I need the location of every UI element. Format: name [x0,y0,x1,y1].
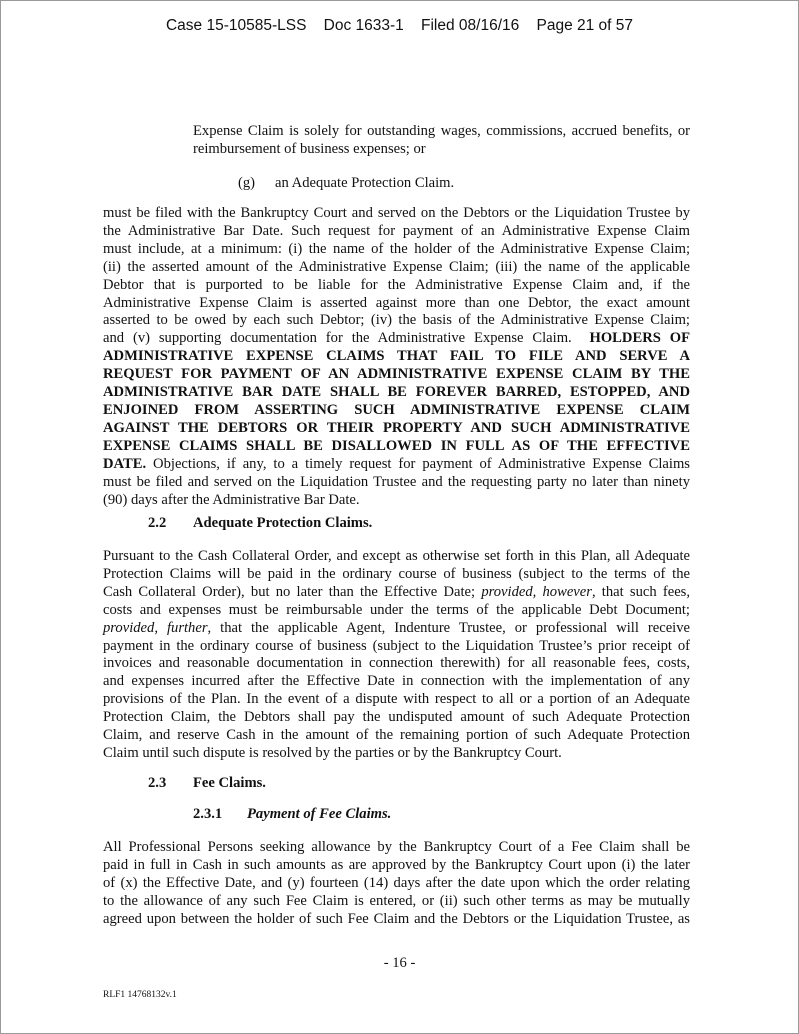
bold-warning-line: REQUEST FOR PAYMENT OF AN ADMINISTRATIVE EXPENSE CLAIM BY THE [103,366,690,383]
text-line: invoices and reasonable documentation in connection therewith) for all reasonable fees, costs, [103,655,690,672]
bold-warning-line: ADMINISTRATIVE BAR DATE SHALL BE FOREVER BARRED, ESTOPPED, AND [103,384,690,401]
text-line [103,330,690,348]
admin-claims-paragraph [103,205,690,509]
bold-warning-line: AGAINST THE DEBTORS OR THEIR PROPERTY AND SUCH ADMINISTRATIVE [103,419,690,436]
section-title: Payment of Fee Claims. [247,806,392,822]
italic-run: provided, however [481,583,592,600]
text-line: (90) days after the Administrative Bar Date. [103,491,360,508]
text-line: paid in full in Cash in such amounts as are approved by the Bankruptcy Court upon (i) the later [103,856,690,873]
text-run: and (v) supporting documentation for the Administrative Expense Claim. [103,330,572,347]
list-item-g [238,175,538,193]
section-heading-2-3-1 [193,806,391,823]
text-line: reimbursement of business expenses; or [193,140,426,157]
text-line: agreed upon between the holder of such Fee Claim and the Debtors or the Liquidation Trustee, as [103,910,690,927]
text-line [103,456,690,474]
text-line: All Professional Persons seeking allowance by the Bankruptcy Court of a Fee Claim shall be [103,839,690,855]
text-line: payment in the ordinary course of business (subject to the Liquidation Trustee’s prior receipt of [103,637,690,654]
bold-warning-line: ADMINISTRATIVE EXPENSE CLAIMS THAT FAIL TO FILE AND SERVE A [103,348,690,365]
page-number: - 16 - [383,955,416,971]
text-line: Protection Claims will be paid in the ordinary course of business (subject to the terms of the [103,565,690,582]
text-line: Claim until such dispute is resolved by the parties or by the Bankruptcy Court. [103,744,562,761]
list-item-text: an Adequate Protection Claim. [275,175,455,191]
text-line: Protection Claim, the Debtors shall pay the undisputed amount of such Adequate Protection [103,709,690,726]
text-line: must be filed with the Bankruptcy Court and served on the Debtors or the Liquidation Trustee by [103,205,690,221]
section-title: Fee Claims. [193,775,266,791]
text-line: Administrative Expense Claim is asserted against more than one Debtor, the exact amount [103,294,690,311]
list-marker: (g) [238,175,256,191]
bold-warning: DATE. [103,455,147,472]
text-line: Expense Claim is solely for outstanding wages, commissions, accrued benefits, or [193,123,690,139]
text-line: asserted to be owed by each such Debtor; (iv) the basis of the Administrative Expense Claim; [103,312,690,329]
text-run: , that the applicable Agent, Indenture Trustee, or professional will receive [207,619,691,636]
text-line: must be filed and served on the Liquidation Trustee and the requesting party no later than ninety [103,473,690,490]
text-line: Debtor that is purported to be liable for the Administrative Expense Claim and, if the [103,276,690,293]
bold-warning-line: ENJOINED FROM ASSERTING SUCH ADMINISTRATIVE EXPENSE CLAIM [103,401,690,418]
section-title: Adequate Protection Claims. [193,515,373,531]
document-id-footer: RLF1 14768132v.1 [103,990,177,1000]
section-heading-2-3 [148,775,266,792]
bold-warning: HOLDERS OF [589,330,691,347]
text-run: , that such fees, [591,583,691,600]
section-heading-2-2 [148,515,372,532]
text-line: of (x) the Effective Date, and (y) fourteen (14) days after the date upon which the order relating [103,874,690,891]
text-line: provisions of the Plan. In the event of a dispute with respect to all or a portion of an Adequate [103,691,690,708]
text-line: (ii) the asserted amount of the Administrative Expense Claim; (iii) the name of the applicable [103,258,690,275]
continued-item-text [193,123,690,159]
text-line: costs and expenses must be reimbursable under the terms of the applicable Debt Document; [103,601,690,618]
text-line: the Administrative Bar Date. Such request for payment of an Administrative Expense Claim [103,222,690,239]
bold-warning-line: EXPENSE CLAIMS SHALL BE DISALLOWED IN FULL AS OF THE EFFECTIVE [103,437,690,454]
section-number: 2.3 [148,775,167,791]
adequate-protection-paragraph [103,548,690,763]
text-line: and expenses incurred after the Effective Date in connection with the implementation of any [103,673,690,690]
text-line: Claim, and reserve Cash in the amount of the remaining portion of such Adequate Protection [103,727,690,744]
text-line [103,620,690,638]
fee-claims-paragraph [103,839,690,929]
section-number: 2.3.1 [193,806,223,822]
section-number: 2.2 [148,515,167,531]
text-line: must include, at a minimum: (i) the name of the holder of the Administrative Expense Claim; [103,240,690,257]
italic-run: provided, further [103,619,208,636]
text-line [103,584,690,602]
case-header: Case 15-10585-LSS Doc 1633-1 Filed 08/16/16 Page 21 of 57 [165,17,634,34]
text-run: Objections, if any, to a timely request for payment of Administrative Expense Claims [146,455,690,472]
text-line: to the allowance of any such Fee Claim is entered, or (ii) such other terms as may be mutually [103,892,690,909]
text-run: Cash Collateral Order), but no later than the Effective Date; [103,583,482,600]
text-line: Pursuant to the Cash Collateral Order, and except as otherwise set forth in this Plan, all Adequate [103,548,690,564]
